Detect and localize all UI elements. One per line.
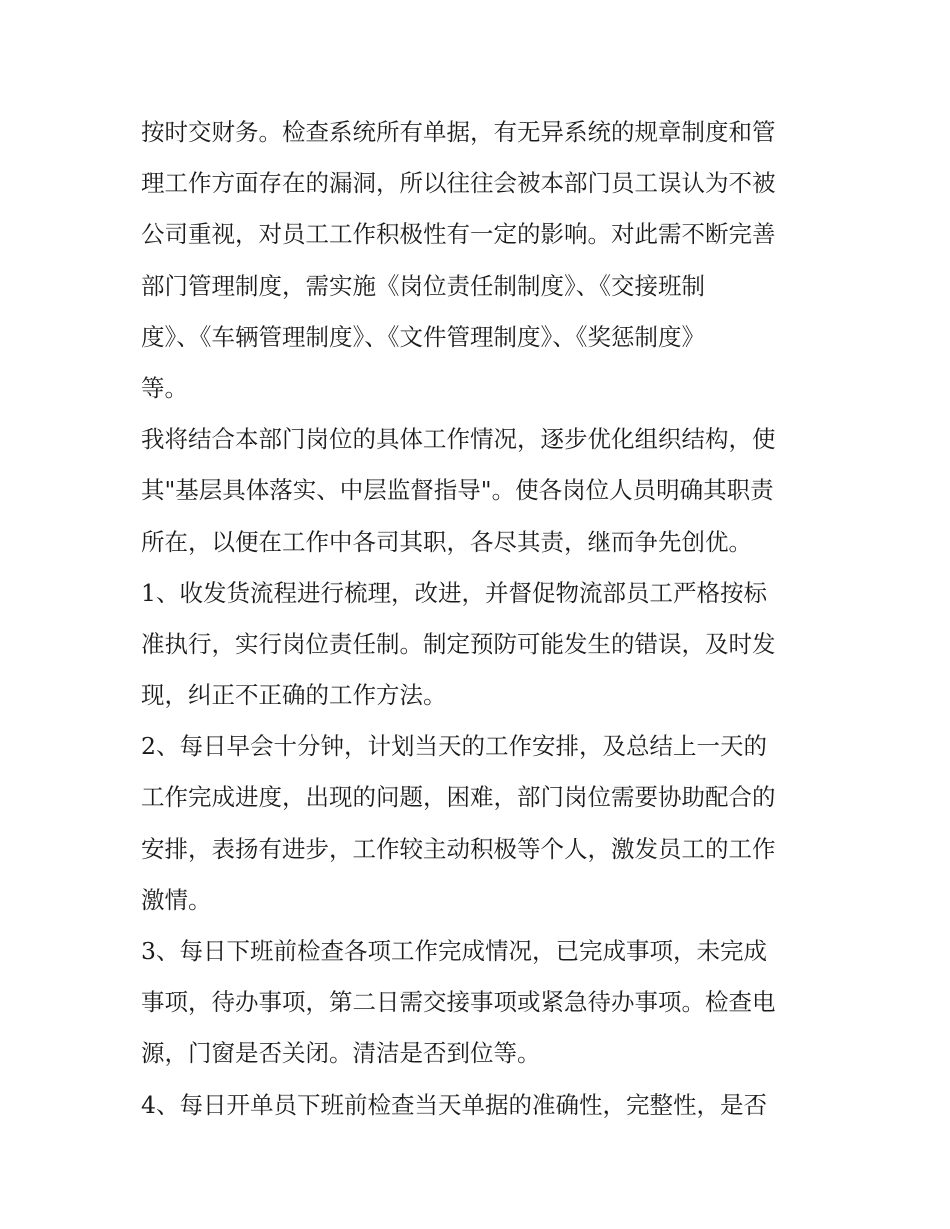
text-line: 其"基层具体落实、中层监督指导"。使各岗位人员明确其职责 [141, 476, 774, 505]
document-body [141, 107, 813, 1131]
text-line: 度》、《车辆管理制度》、《文件管理制度》、《奖惩制度》 [141, 322, 705, 351]
text-line: 3、每日下班前检查各项工作完成情况，已完成事项，未完成 [141, 937, 767, 965]
text-line: 4、每日开单员下班前检查当天单据的准确性，完整性，是否 [141, 1090, 767, 1119]
text-line: 安排，表扬有进步，工作较主动积极等个人，激发员工的工作 [141, 834, 776, 863]
text-line: 准执行，实行岗位责任制。制定预防可能发生的错误，及时发 [141, 629, 776, 658]
text-line: 激情。 [141, 885, 212, 914]
text-line: 理工作方面存在的漏洞，所以往往会被本部门员工误认为不被 [141, 169, 776, 198]
text-line: 所在，以便在工作中各司其职，各尽其责，继而争先创优。 [141, 527, 752, 556]
text-line: 按时交财务。检查系统所有单据，有无异系统的规章制度和管 [141, 118, 776, 146]
text-line: 工作完成进度，出现的问题，困难，部门岗位需要协助配合的 [141, 783, 776, 812]
text-line: 部门管理制度，需实施《岗位责任制制度》、《交接班制 [141, 271, 705, 300]
text-line: 我将结合本部门岗位的具体工作情况，逐步优化组织结构，使 [141, 425, 776, 454]
text-line: 事项，待办事项，第二日需交接事项或紧急待办事项。检查电 [141, 988, 776, 1017]
text-line: 现，纠正不正确的工作方法。 [141, 681, 447, 710]
text-line: 等。 [141, 373, 188, 402]
text-line: 源，门窗是否关闭。清洁是否到位等。 [141, 1039, 541, 1068]
text-line: 2、每日早会十分钟，计划当天的工作安排，及总结上一天的 [141, 732, 767, 761]
text-line: 公司重视，对员工工作积极性有一定的影响。对此需不断完善 [141, 220, 776, 249]
text-line: 1、收发货流程进行梳理，改进，并督促物流部员工严格按标 [141, 578, 767, 607]
